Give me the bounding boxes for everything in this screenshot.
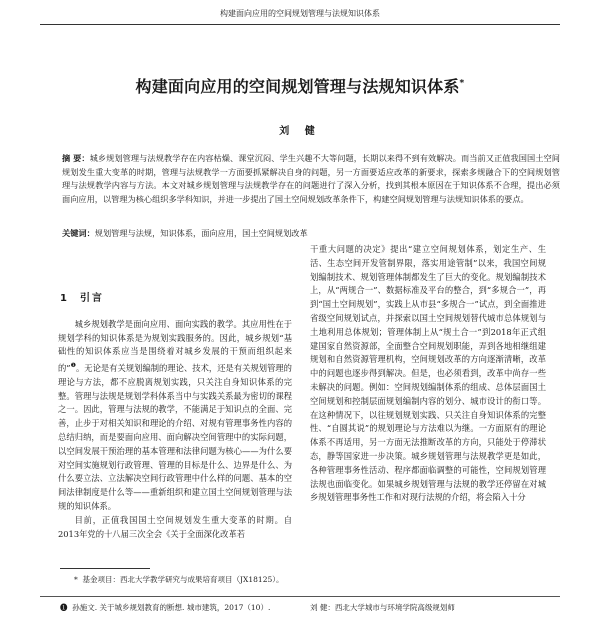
section-number: 1 [60, 293, 69, 304]
footnote-divider [40, 596, 560, 597]
body-paragraph: 干重大问题的决定》提出“建立空间规划体系，划定生产、生活、生态空间开发管制界限，落实用途管制”以来，我国空间规划编制技术、规划管理体制都发生了巨大的变化。规划编制技术上，从“两规合一”、数据标准及平台的整合，到“多规合一”，再到“国土空间规划”，实践上从市县“多规合一”试点，到全面推进省级空间规划试点，并探索以国土空间规划替代城市总体规划与土地利用总体规划；管理体制上从“规土合一”到2018年正式组建国家自然资源部，全面整合空间规划职能，弄到各地相继组建规划和自然资源管理机构，空间规划改革的方向逐渐清晰，改革中的问题也逐步得到解决。但是，也必须看到，改革中尚存一些未解决的问题。例如：空间规划编制体系的组成、总体层面国土空间规划和控制层面规划编制内容的划分、城市设计的衔口等。在这种情况下，以往规划规划实践、只关注自身知识体系的完整性、“自圆其说”的规划理论与方法难以为继。一方面原有的理论体系不再适用，另一方面无法推断改革的方向，只能处于停滞状态，静等国家进一步决策。城乡规划管理与法规教学更是如此，各种管理事务性活动、程序都面临调整的可能性，空间规划管理法规也面临变化。如果城乡规划管理与法规的教学还停留在对城乡规划管理事务性工作和对现行法规的介绍，将会陷入十分 [310, 244, 546, 503]
right-column [310, 243, 546, 505]
author: 刘 健 [279, 126, 321, 137]
header-rule [40, 24, 560, 25]
reference-footnote-mark: ❶ [60, 603, 68, 612]
author-info: 刘 健：西北大学城市与环境学院高级规划师 [310, 603, 455, 612]
title-text: 构建面向应用的空间规划管理与法规知识体系 [135, 77, 460, 96]
paragraph-text: 城乡规划教学是面向应用、面向实践的教学。其应用性在于规划学科的知识体系是为规划实践服务的。因此，城乡规划“基础性的知识体系应当是围绕着对城乡发展的干预而组织起来的” [58, 318, 292, 373]
reference-footnote-text: 孙施文. 关于城乡规划教育的断想. 城市建筑，2017（10）. [72, 603, 271, 612]
running-head: 构建面向应用的空间规划管理与法规知识体系 [220, 9, 380, 18]
keywords-text: 规划管理与法规，知识体系，面向应用，国土空间规划改革 [94, 228, 308, 238]
reference-mark: ❶ [70, 362, 76, 370]
abstract-label: 摘 要： [62, 153, 90, 163]
fund-footnote [74, 574, 284, 585]
paper-title [40, 74, 560, 97]
body-paragraph: 目前，正值我国国土空间规划发生重大变革的时期。自2013年党的十八届三次全会《关于全面深化改革若 [58, 514, 292, 539]
footnote-rule [60, 568, 150, 569]
abstract [62, 152, 560, 206]
body-paragraph [58, 318, 292, 514]
section-heading [60, 292, 292, 306]
fund-footnote-mark: * [74, 575, 78, 584]
title-footnote-mark: * [459, 78, 465, 89]
paragraph-text-tail: 。无论是有关规划编制的理论、技术，还是有关规划管理的理论与方法，都不应脱离规划实践，只关注自身知识体系的完整。管理与法规是规划学科体系当中与实践关系最为密切的课程之一。因此，管理与法规的教学，不能满足于知识点的全面、完善，止步于对相关知识和理论的介绍、对规有管理事务性内容的总结归纳，而是要面向应用、面向解决空间管理中的实际问题，以空间发展干预治理的基本管理和法律问题为核心——为什么要对空间实施规划行政管理、管理的目标是什么、边界是什么、为什么要立法、立法解决空间行政管理中什么样的问题、基本的空间法律制度是什么等——重新组织和建立国土空间规划管理与法规的知识体系。 [58, 362, 292, 511]
abstract-text: 城乡规划管理与法规教学存在内容枯燥、课堂沉闷、学生兴趣不大等问题，长期以来得不到有效解决。而当前又正值我国国土空间规划发生重大变革的时期，管理与法规教学一方面要抓紧解决自身的问题，另一方面要适应改革的新要求，探索多规融合下的空间规划管理与法规教学内容与方法。本文对城乡规划管理与法规教学存在的问题进行了深入分析，找到其根本原因在于知识体系不合理，提出必须面向应用，以管理为核心组织多学科知识，并进一步提出了国土空间规划改革条件下，构建空间规划管理与法规知识体系的要点。 [62, 153, 560, 204]
reference-footnote [60, 602, 270, 613]
keywords-label: 关键词： [62, 228, 95, 238]
keywords [62, 227, 560, 240]
section-title: 引言 [79, 293, 104, 304]
fund-footnote-text: 基金项目：西北大学教学研究与成果培育项目（JX18125）。 [82, 575, 284, 584]
left-column [58, 292, 292, 541]
